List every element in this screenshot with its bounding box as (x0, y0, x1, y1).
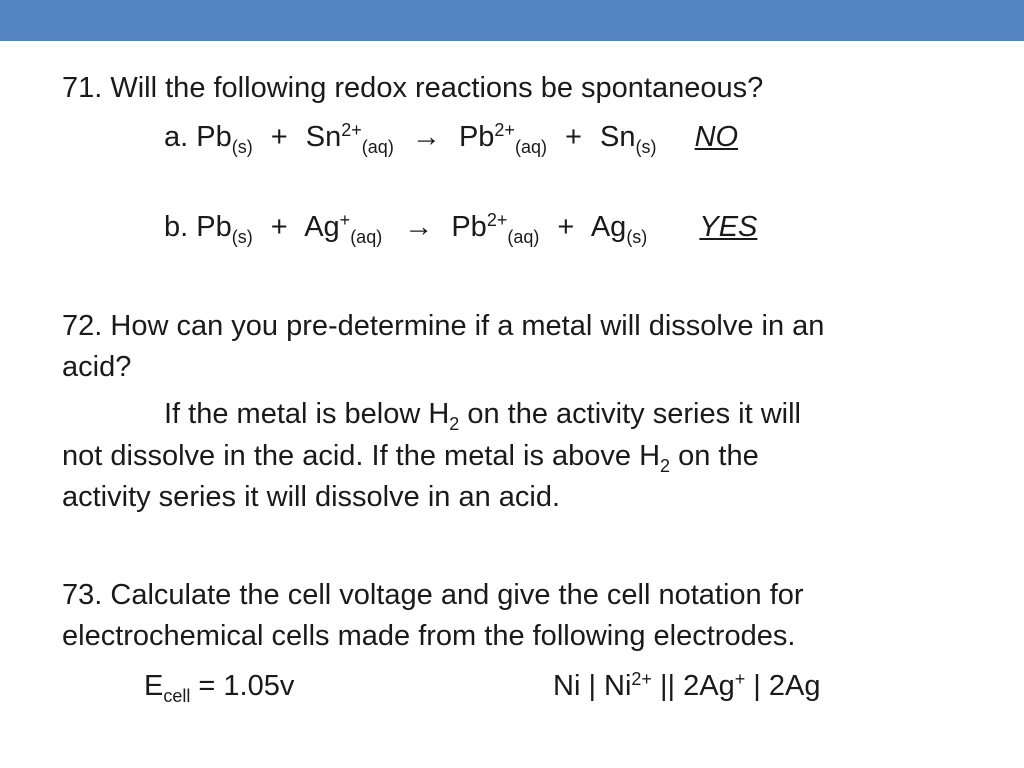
q72-answer-line3: activity series it will dissolve in an acid. (62, 481, 561, 513)
q72-question-line1: 72. How can you pre-determine if a metal will dissolve in an (62, 310, 825, 342)
q72-answer-line1: If the metal is below $H_2$ on the activity series it will (164, 398, 801, 434)
q71-reaction-a: a. $Pb_{(s)} + Sn^{2+}_{(aq)} \to Pb^{2+}_{(aq)} + Sn_{(s)}$ NO (164, 120, 739, 157)
q73-question-line2: electrochemical cells made from the following electrodes. (62, 620, 796, 652)
q72-question-line2: acid? (62, 351, 132, 383)
answer-no: NO (694, 121, 739, 153)
q73-cell-notation: Ni | $Ni^{2+}$ || 2Ag+ | 2Ag (553, 669, 821, 702)
q72-answer-line2: not dissolve in the acid. If the metal is above $H_2$ on the (62, 440, 759, 476)
answer-yes: YES (699, 211, 758, 243)
q71-question: 71. Will the following redox reactions be spontaneous? (62, 72, 764, 104)
q73-ecell: $E_{cell} = 1.05v$ (144, 670, 295, 706)
q73-question-line1: 73. Calculate the cell voltage and give the cell notation for (62, 579, 804, 611)
q71-reaction-b: b. $Pb_{(s)} + Ag^+_{(aq)} \to Pb^{2+}_{(aq)} + Ag_{(s)}$ YES (164, 210, 758, 247)
